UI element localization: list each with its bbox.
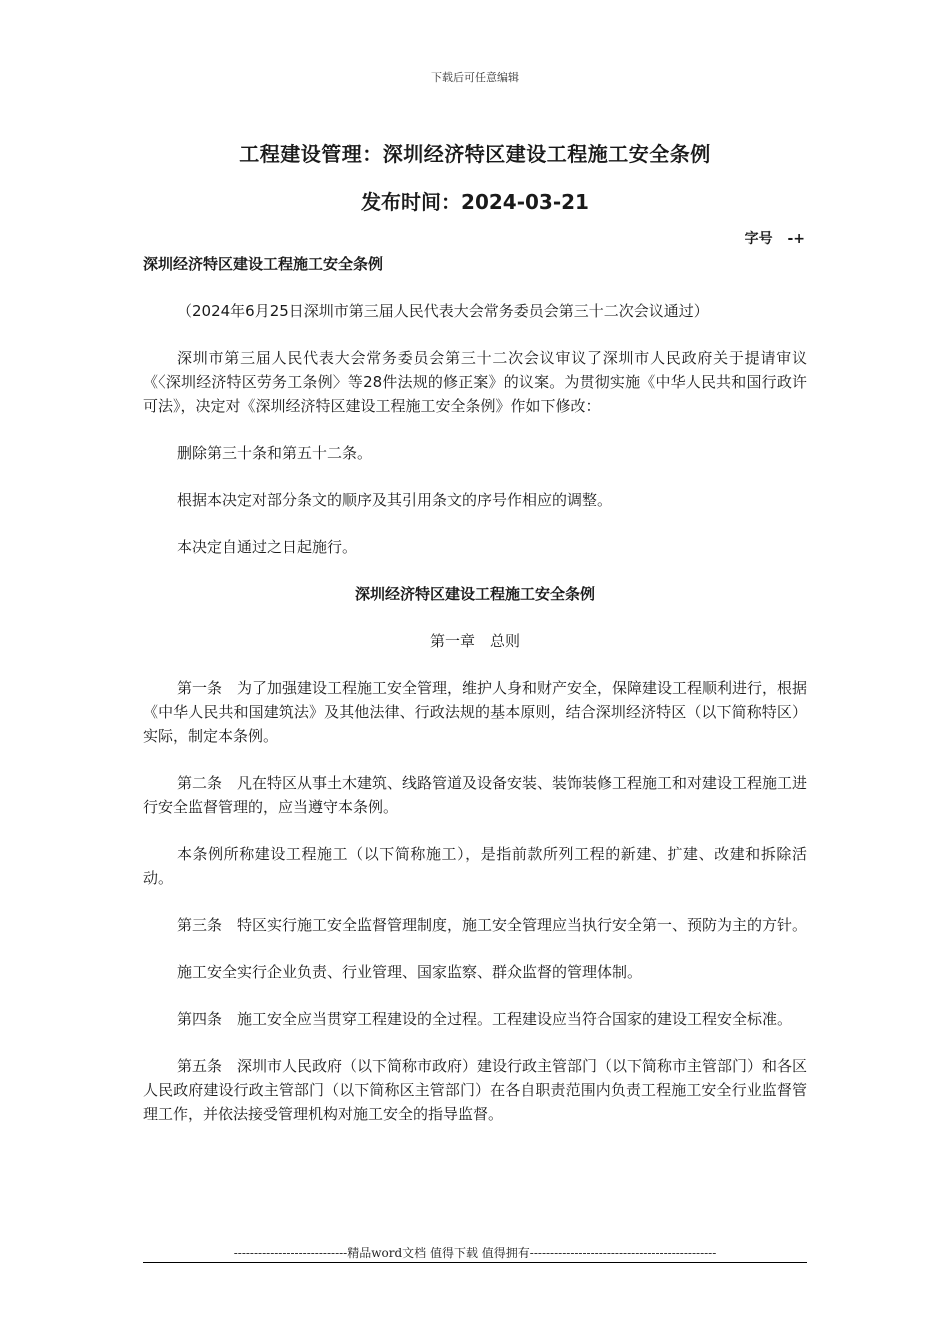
page-title: 工程建设管理：深圳经济特区建设工程施工安全条例	[239, 142, 711, 166]
intro-paragraph: 删除第三十条和第五十二条。	[177, 444, 373, 462]
header-note: 下载后可任意编辑	[431, 71, 519, 84]
font-size-buttons[interactable]: -+	[787, 231, 805, 247]
footer-divider	[143, 1262, 807, 1263]
article-paragraph: 本条例所称建设工程施工（以下简称施工），是指前款所列工程的新建、扩建、改建和拆除活动。	[143, 845, 807, 887]
publish-date: 发布时间：2024-03-21	[361, 190, 589, 214]
adoption-note: （2024年6月25日深圳市第三届人民代表大会常务委员会第三十二次会议通过）	[177, 302, 709, 320]
document-body	[143, 252, 807, 1149]
article-paragraph: 第四条 施工安全应当贯穿工程建设的全过程。工程建设应当符合国家的建设工程安全标准。	[177, 1010, 793, 1028]
font-size-label: 字号	[744, 231, 773, 247]
doc-heading: 深圳经济特区建设工程施工安全条例	[143, 255, 384, 273]
article-paragraph: 第五条 深圳市人民政府（以下简称市政府）建设行政主管部门（以下简称市主管部门）和各区人民政府建设行政主管部门（以下简称区主管部门）在各自职责范围内负责工程施工安全行业监督管理工作，并依法接受管理机构对施工安全的指导监督。	[143, 1057, 808, 1123]
article-paragraph: 第三条 特区实行施工安全监督管理制度，施工安全管理应当执行安全第一、预防为主的方针。	[177, 916, 808, 934]
article-paragraph: 施工安全实行企业负责、行业管理、国家监察、群众监督的管理体制。	[177, 963, 643, 981]
intro-paragraph: 本决定自通过之日起施行。	[177, 538, 358, 556]
intro-paragraph: 深圳市第三届人民代表大会常务委员会第三十二次会议审议了深圳市人民政府关于提请审议《〈深圳经济特区劳务工条例〉等28件法规的修正案》的议案。为贯彻实施《中华人民共和国行政许可法》，决定对《深圳经济特区建设工程施工安全条例》作如下修改：	[143, 349, 807, 415]
footer-banner: ----------------------------精品word文档 值得下载 值得拥有----------------------------------------------	[233, 1246, 717, 1260]
chapter-heading: 第一章 总则	[429, 632, 520, 650]
intro-paragraph: 根据本决定对部分条文的顺序及其引用条文的序号作相应的调整。	[177, 491, 613, 509]
article-paragraph: 第二条 凡在特区从事土木建筑、线路管道及设备安装、装饰装修工程施工和对建设工程施工进行安全监督管理的，应当遵守本条例。	[143, 774, 808, 816]
article-paragraph: 第一条 为了加强建设工程施工安全管理，维护人身和财产安全，保障建设工程顺利进行，根据《中华人民共和国建筑法》及其他法律、行政法规的基本原则，结合深圳经济特区（以下简称特区）实际，制定本条例。	[143, 679, 808, 745]
font-size-control	[735, 228, 805, 248]
law-title: 深圳经济特区建设工程施工安全条例	[354, 585, 595, 603]
